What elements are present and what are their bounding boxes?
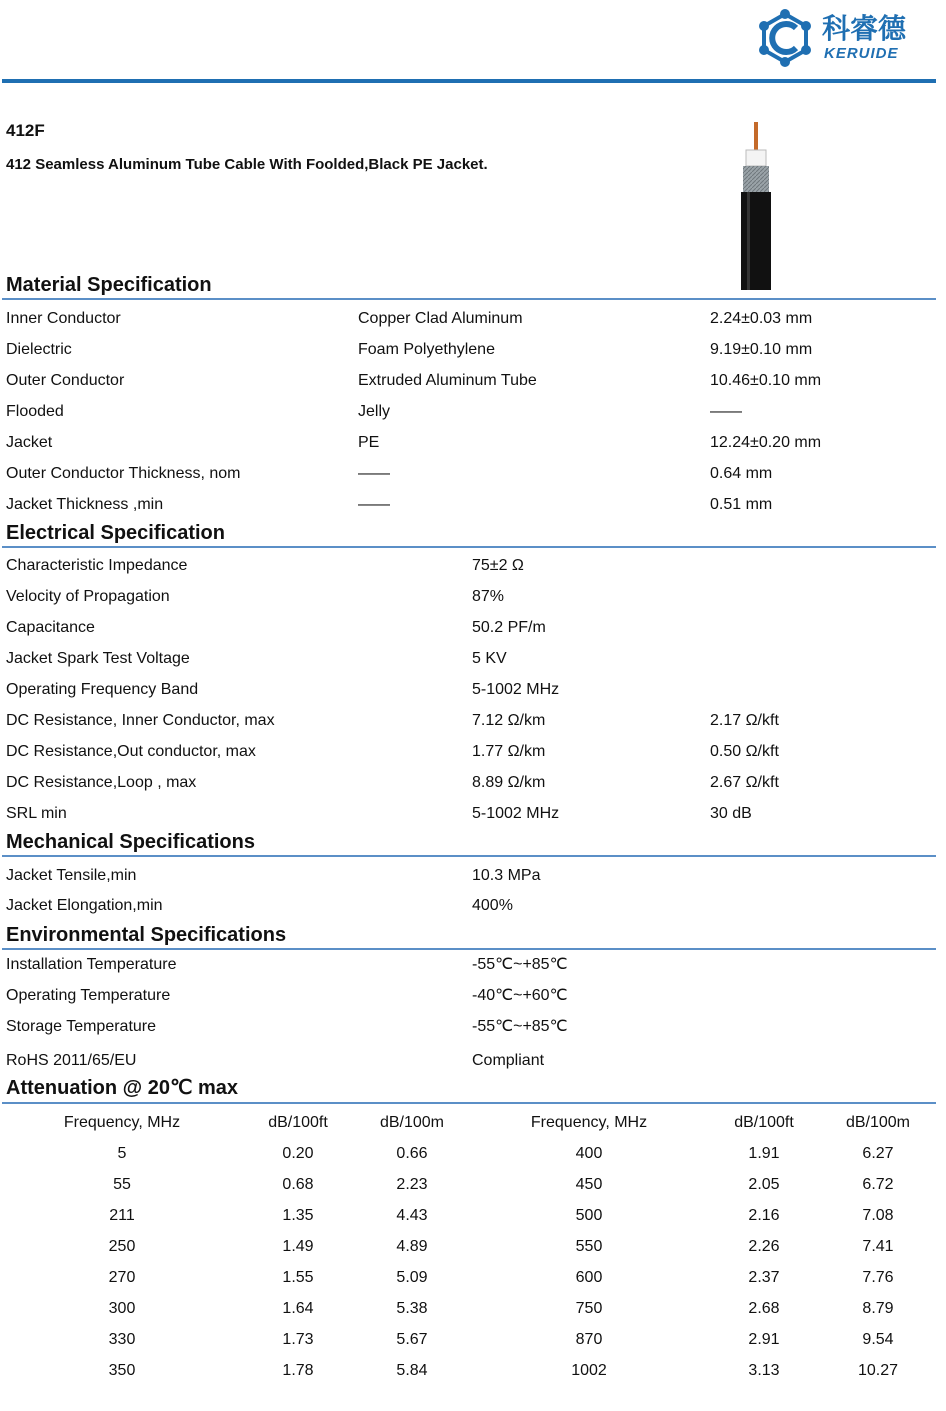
material-cell: Jelly (358, 403, 391, 420)
attenuation-cell: 4.43 (396, 1207, 428, 1224)
attenuation-cell: 2.26 (748, 1238, 780, 1255)
attenuation-header: Frequency, MHz (63, 1114, 181, 1131)
material-cell: Jacket Thickness ,min (6, 496, 164, 513)
environmental-rule (2, 948, 936, 950)
attenuation-cell: 2.16 (748, 1207, 780, 1224)
attenuation-cell: 550 (575, 1238, 603, 1255)
electrical-cell: 5 KV (472, 650, 507, 667)
electrical-cell: 7.12 Ω/km (472, 712, 546, 729)
material-cell: —— (358, 496, 390, 513)
attenuation-cell: 400 (575, 1145, 603, 1162)
electrical-cell: 1.77 Ω/km (472, 743, 546, 760)
attenuation-cell: 1.55 (282, 1269, 314, 1286)
attenuation-header: dB/100ft (268, 1114, 328, 1131)
electrical-cell: 5-1002 MHz (472, 805, 560, 822)
environmental-cell: RoHS 2011/65/EU (6, 1052, 137, 1069)
attenuation-cell: 250 (108, 1238, 136, 1255)
mechanical-rule (2, 855, 936, 857)
material-cell: —— (710, 403, 742, 420)
material-cell: Outer Conductor Thickness, nom (6, 465, 241, 482)
mechanical-cell: Jacket Elongation,min (6, 897, 163, 914)
material-cell: Dielectric (6, 341, 72, 358)
material-cell: Copper Clad Aluminum (358, 310, 523, 327)
material-cell: Inner Conductor (6, 310, 121, 327)
attenuation-cell: 750 (575, 1300, 603, 1317)
environmental-cell: Installation Temperature (6, 956, 177, 973)
attenuation-cell: 211 (109, 1207, 135, 1224)
attenuation-cell: 330 (108, 1331, 136, 1348)
attenuation-cell: 0.68 (282, 1176, 314, 1193)
brand-logo (752, 6, 932, 72)
material-cell: Foam Polyethylene (358, 341, 495, 358)
attenuation-cell: 7.08 (862, 1207, 894, 1224)
attenuation-cell: 0.66 (396, 1145, 428, 1162)
material-cell: Flooded (6, 403, 64, 420)
material-cell: 2.24±0.03 mm (710, 310, 813, 327)
attenuation-header: dB/100m (379, 1114, 445, 1131)
attenuation-cell: 6.27 (862, 1145, 894, 1162)
electrical-cell: 5-1002 MHz (472, 681, 560, 698)
electrical-cell: DC Resistance,Out conductor, max (6, 743, 256, 760)
attenuation-cell: 300 (108, 1300, 136, 1317)
attenuation-cell: 8.79 (862, 1300, 894, 1317)
attenuation-cell: 5.38 (396, 1300, 428, 1317)
mechanical-cell: 10.3 MPa (472, 867, 541, 884)
attenuation-cell: 350 (108, 1362, 136, 1379)
brand-name-cn: 科睿德 (822, 12, 907, 45)
attenuation-cell: 450 (575, 1176, 603, 1193)
environmental-title: Environmental Specifications (6, 924, 287, 946)
material-rule (2, 298, 936, 300)
environmental-cell: Storage Temperature (6, 1018, 157, 1035)
electrical-title: Electrical Specification (6, 522, 225, 544)
attenuation-cell: 2.91 (748, 1331, 780, 1348)
attenuation-cell: 2.23 (396, 1176, 428, 1193)
header-rule (2, 79, 936, 83)
material-cell: Outer Conductor (6, 372, 125, 389)
attenuation-cell: 7.41 (862, 1238, 894, 1255)
attenuation-cell: 7.76 (862, 1269, 894, 1286)
environmental-cell: -55℃~+85℃ (472, 1018, 568, 1035)
attenuation-title: Attenuation @ 20℃ max (6, 1077, 239, 1099)
electrical-cell: 2.17 Ω/kft (710, 712, 779, 729)
attenuation-cell: 5.67 (396, 1331, 428, 1348)
electrical-cell: DC Resistance,Loop , max (6, 774, 197, 791)
mechanical-cell: 400% (472, 897, 513, 914)
attenuation-cell: 1.64 (282, 1300, 314, 1317)
attenuation-rule (2, 1102, 936, 1104)
attenuation-cell: 4.89 (396, 1238, 428, 1255)
attenuation-cell: 2.68 (748, 1300, 780, 1317)
material-cell: PE (358, 434, 380, 451)
attenuation-cell: 9.54 (862, 1331, 894, 1348)
material-cell: Jacket (6, 434, 53, 451)
attenuation-cell: 1.49 (282, 1238, 314, 1255)
electrical-cell: 30 dB (710, 805, 752, 822)
cable-image (736, 120, 776, 292)
material-cell: 0.64 mm (710, 465, 773, 482)
material-cell: Extruded Aluminum Tube (358, 372, 537, 389)
attenuation-cell: 10.27 (857, 1362, 899, 1379)
attenuation-cell: 500 (575, 1207, 603, 1224)
attenuation-cell: 55 (113, 1176, 131, 1193)
material-cell: 9.19±0.10 mm (710, 341, 813, 358)
attenuation-cell: 6.72 (862, 1176, 894, 1193)
electrical-cell: 0.50 Ω/kft (710, 743, 779, 760)
attenuation-cell: 5.09 (396, 1269, 428, 1286)
attenuation-header: dB/100ft (734, 1114, 794, 1131)
material-cell: 0.51 mm (710, 496, 773, 513)
material-cell: —— (358, 465, 390, 482)
attenuation-cell: 2.05 (748, 1176, 780, 1193)
attenuation-cell: 1.91 (748, 1145, 780, 1162)
electrical-cell: 87% (472, 588, 505, 605)
electrical-cell: Operating Frequency Band (6, 681, 199, 698)
environmental-cell: Compliant (472, 1052, 545, 1069)
environmental-cell: Operating Temperature (6, 987, 171, 1004)
mechanical-cell: Jacket Tensile,min (6, 867, 137, 884)
attenuation-cell: 5 (117, 1145, 127, 1162)
electrical-cell: Capacitance (6, 619, 95, 636)
attenuation-cell: 0.20 (282, 1145, 314, 1162)
attenuation-cell: 870 (575, 1331, 603, 1348)
product-description: 412 Seamless Aluminum Tube Cable With Foolded,Black PE Jacket. (6, 156, 488, 173)
material-cell: 10.46±0.10 mm (710, 372, 822, 389)
mechanical-title: Mechanical Specifications (6, 831, 255, 853)
attenuation-cell: 1.35 (282, 1207, 314, 1224)
material-title: Material Specification (6, 274, 212, 296)
attenuation-cell: 270 (108, 1269, 136, 1286)
electrical-cell: 2.67 Ω/kft (710, 774, 779, 791)
electrical-cell: Characteristic Impedance (6, 557, 188, 574)
electrical-cell: DC Resistance, Inner Conductor, max (6, 712, 275, 729)
electrical-rule (2, 546, 936, 548)
electrical-cell: Velocity of Propagation (6, 588, 170, 605)
environmental-cell: -55℃~+85℃ (472, 956, 568, 973)
attenuation-cell: 600 (575, 1269, 603, 1286)
electrical-cell: Jacket Spark Test Voltage (6, 650, 190, 667)
attenuation-cell: 3.13 (748, 1362, 780, 1379)
attenuation-cell: 5.84 (396, 1362, 428, 1379)
attenuation-cell: 2.37 (748, 1269, 780, 1286)
electrical-cell: 75±2 Ω (472, 557, 524, 574)
attenuation-cell: 1.78 (282, 1362, 314, 1379)
electrical-cell: 8.89 Ω/km (472, 774, 546, 791)
electrical-cell: SRL min (6, 805, 67, 822)
product-model: 412F (6, 121, 45, 140)
electrical-cell: 50.2 PF/m (472, 619, 546, 636)
brand-name-en: KERUIDE (824, 45, 899, 62)
attenuation-cell: 1.73 (282, 1331, 314, 1348)
attenuation-header: dB/100m (845, 1114, 911, 1131)
molecule-logo-icon (752, 6, 818, 72)
material-cell: 12.24±0.20 mm (710, 434, 822, 451)
environmental-cell: -40℃~+60℃ (472, 987, 568, 1004)
attenuation-cell: 1002 (571, 1362, 607, 1379)
attenuation-header: Frequency, MHz (530, 1114, 648, 1131)
